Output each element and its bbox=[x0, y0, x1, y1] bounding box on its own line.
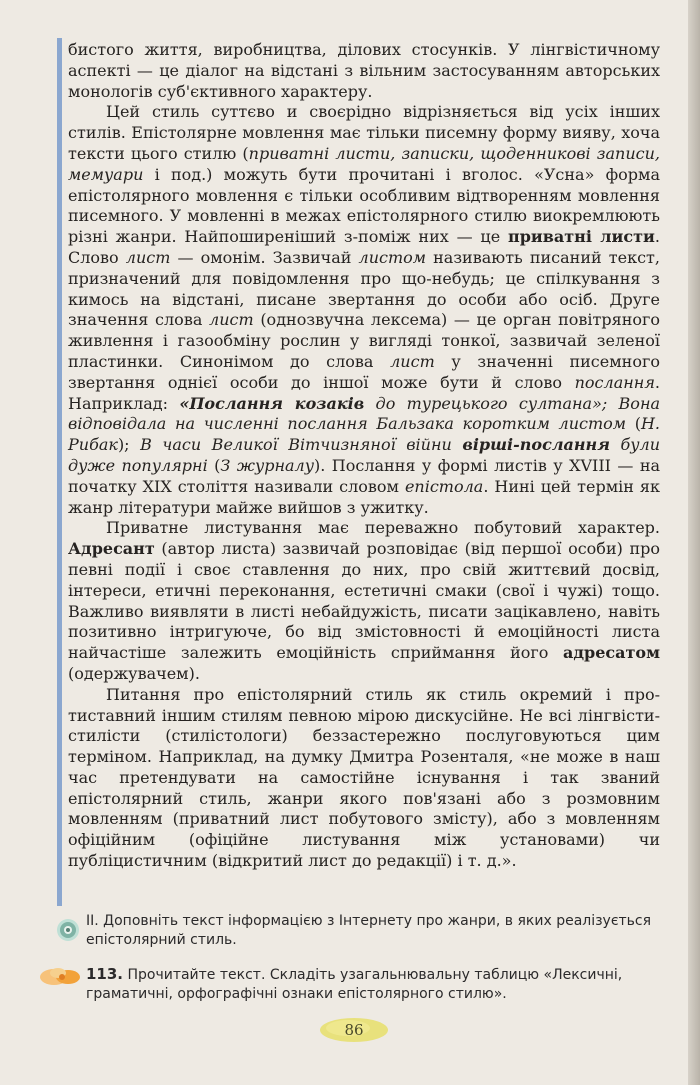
paragraph-3: Приватне листування має переважно побутовий характер. Адресант (автор листа) зазвичай розповідає (від першої особи) про певні події і своє ставлення до них, про свій життєвий досвід, інтереси, етичні переконання, естетичні смаки (свої і чужі) тощо. Важливо виявляти в листі небайдужість, писати зацікавлено, навіть позитивно інтригуюче, бо від змістовності й емоційності листа найчастіше залежить емоційність сприймання його адресатом (одержувачем). bbox=[68, 518, 660, 683]
task-2-text: Прочитайте текст. Складіть узагальнювальну таблицю «Лексичні, граматичні, орфографічні ознаки епістолярного стилю». bbox=[86, 967, 623, 1002]
page-edge bbox=[688, 0, 700, 1085]
task-internet bbox=[86, 912, 666, 950]
globe-icon bbox=[56, 918, 80, 942]
paragraph-2: Цей стиль суттєво и своєрідно відрізняється від усіх інших стилів. Епістолярне мовлення має тільки писемну форму вияву, хоча тексти цього стилю (приватні листи, записки, щоденникові записи, мемуари і под.) можуть бути прочитані і вголос. «Усна» форма епістолярного мовлення є тільки особливим відтворенням мовлення писемного. У мовленні в межах епістолярного стилю виокремлюють різні жанри. Найпоширеніший з-поміж них — це приватні листи. Слово лист — омонім. Зазвичай листом називають писаний текст, призначений для повідомлення про що-небудь; це спілкування з кимось на відстані, писане звертання до особи або осіб. Друге значення слова лист (однозвучна лексема) — це орган повітряного живлення і газообміну рослин у вигляді тонкої, зазвичай зеленої пластинки. Синонімом до слова лист у значенні писемного звертання однієї особи до іншої може бути й слово послання. Наприклад: «Послання козаків до турецького султана»; Вона відповідала на численні послання Бальзака коротким листом (Н. Рибак); В часи Великої Вітчизняної війни вірші-послання були дуже популярні (З журналу). Послання у формі листів у XVIII — на початку XIX століття називали словом епістола. Нині цей термін як жанр літератури майже вийшов з ужитку. bbox=[68, 102, 661, 517]
task-113 bbox=[86, 965, 666, 1004]
paragraph-4: Питання про епістолярний стиль як стиль окремий і протиставний іншим стилям певною мірою дискусійне. Не всі лінгвісти-стилісти (стилістологи) беззастережно послуговуються цим терміном. Наприклад, на думку Дмитра Розенталя, «не може в наш час претендувати на самостійне існування і так званий епістолярний стиль, жанри якого пов'язані або з розмовним мовленням (приватний лист побутового змісту), або з мовленням офіційним (офіційне листування між установами) чи публіцистичним (відкритий лист до редакції) і т. д.». bbox=[68, 684, 660, 871]
task-number: 113. bbox=[86, 965, 124, 983]
flower-icon bbox=[38, 964, 82, 990]
margin-rule bbox=[57, 38, 62, 906]
main-text bbox=[68, 40, 660, 872]
page-number: 86 bbox=[344, 1021, 364, 1039]
task-1-text: ІІ. Доповніть текст інформацією з Інтернету про жанри, в яких реалізується епістолярний стиль. bbox=[86, 913, 652, 948]
page-number-badge bbox=[318, 1015, 390, 1045]
paragraph-1: бистого життя, виробництва, ділових стосунків. У лінгвістичному аспекті — це діалог на відстані з вільним застосуванням авторських монологів суб'єктивного характеру. bbox=[68, 40, 660, 101]
